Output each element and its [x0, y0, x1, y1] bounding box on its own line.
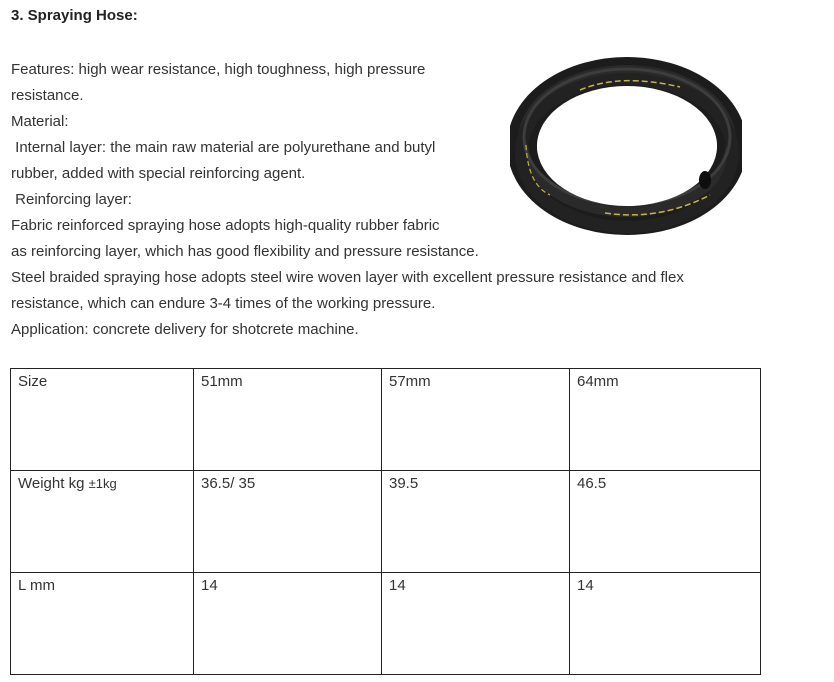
table-cell: 14 [570, 573, 761, 675]
table-cell: 51mm [194, 369, 382, 471]
table-cell: 14 [382, 573, 570, 675]
row-label-unit: ±1kg [88, 476, 117, 491]
text-line: Fabric reinforced spraying hose adopts high-quality rubber fabric [11, 217, 440, 234]
text-line: Features: high wear resistance, high toughness, high pressure [11, 61, 426, 78]
text-line: as reinforcing layer, which has good flexibility and pressure resistance. [11, 243, 479, 260]
row-label-text: Weight kg [18, 475, 89, 492]
text-line: resistance. [11, 87, 84, 104]
text-line: rubber, added with special reinforcing agent. [11, 165, 306, 182]
text-line: Steel braided spraying hose adopts steel wire woven layer with excellent pressure resistance and flex [11, 269, 684, 286]
table-cell: 14 [194, 573, 382, 675]
text-line: Reinforcing layer: [11, 191, 132, 208]
table-row [11, 471, 761, 573]
table-cell: 36.5/ 35 [194, 471, 382, 573]
table-cell: 39.5 [382, 471, 570, 573]
text-line: Material: [11, 113, 69, 130]
text-line: resistance, which can endure 3-4 times of the working pressure. [11, 295, 436, 312]
hose-coil-image [510, 45, 742, 235]
table-cell: 64mm [570, 369, 761, 471]
text-line: Internal layer: the main raw material are polyurethane and butyl [11, 139, 436, 156]
row-label: Size [11, 369, 194, 471]
text-line: Application: concrete delivery for shotcrete machine. [11, 321, 359, 338]
table-cell: 57mm [382, 369, 570, 471]
table-row [11, 573, 761, 675]
spec-table [10, 368, 761, 675]
table-cell: 46.5 [570, 471, 761, 573]
row-label: L mm [11, 573, 194, 675]
section-heading: 3. Spraying Hose: [11, 7, 138, 24]
row-label [11, 471, 194, 573]
table-row [11, 369, 761, 471]
